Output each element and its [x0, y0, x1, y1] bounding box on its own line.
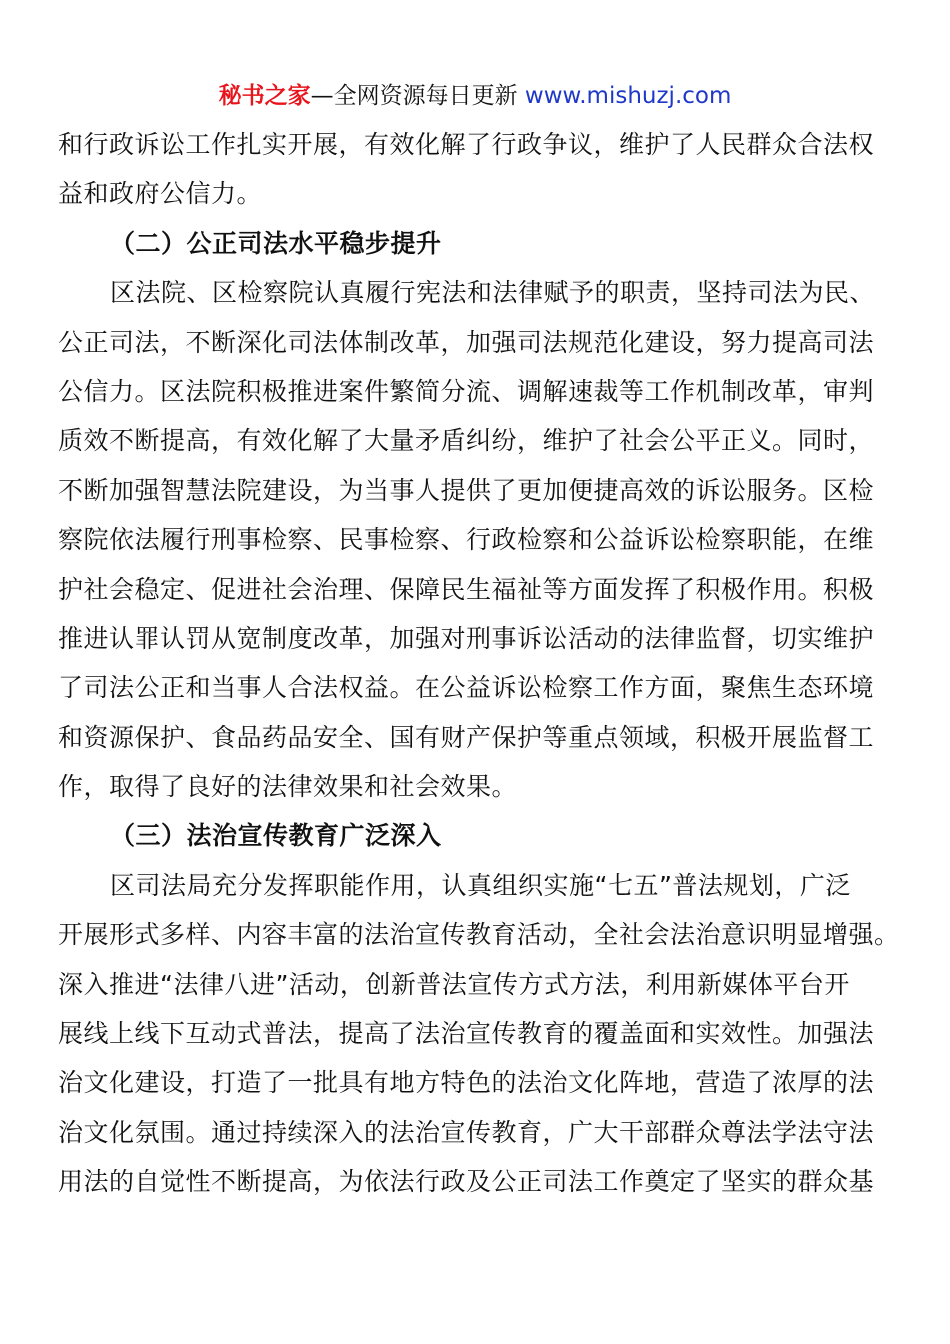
paragraph-line: 公正司法，不断深化司法体制改革，加强司法规范化建设，努力提高司法 — [58, 327, 875, 357]
site-tagline: —全网资源每日更新 — [310, 83, 525, 109]
section-heading: （三）法治宣传教育广泛深入 — [110, 821, 442, 851]
paragraph-line: 公信力。区法院积极推进案件繁简分流、调解速裁等工作机制改革，审判 — [58, 376, 875, 406]
document-body — [58, 120, 900, 1207]
section-heading: （二）公正司法水平稳步提升 — [110, 228, 442, 258]
site-url-link[interactable]: www.mishuzj.com — [524, 83, 732, 109]
paragraph-line: 护社会稳定、促进社会治理、保障民生福祉等方面发挥了积极作用。积极 — [58, 574, 875, 604]
paragraph-line: 区司法局充分发挥职能作用，认真组织实施“七五”普法规划，广泛 — [110, 870, 851, 900]
paragraph-line: 用法的自觉性不断提高，为依法行政及公正司法工作奠定了坚实的群众基 — [58, 1167, 875, 1197]
paragraph-line: 了司法公正和当事人合法权益。在公益诉讼检察工作方面，聚焦生态环境 — [58, 673, 875, 703]
paragraph-line: 质效不断提高，有效化解了大量矛盾纠纷，维护了社会公平正义。同时， — [58, 426, 875, 456]
paragraph-line: 推进认罪认罚从宽制度改革，加强对刑事诉讼活动的法律监督，切实维护 — [58, 623, 875, 653]
paragraph-line: 不断加强智慧法院建设，为当事人提供了更加便捷高效的诉讼服务。区检 — [58, 475, 875, 505]
paragraph-line: 区法院、区检察院认真履行宪法和法律赋予的职责，坚持司法为民、 — [110, 278, 876, 308]
site-header — [0, 80, 950, 112]
paragraph-line: 和资源保护、食品药品安全、国有财产保护等重点领域，积极开展监督工 — [58, 722, 875, 752]
paragraph-line: 益和政府公信力。 — [58, 179, 263, 209]
paragraph-line: 开展形式多样、内容丰富的法治宣传教育活动，全社会法治意识明显增强。 — [58, 920, 900, 950]
paragraph-line: 察院依法履行刑事检察、民事检察、行政检察和公益诉讼检察职能，在维 — [58, 525, 875, 555]
paragraph-line: 作，取得了良好的法律效果和社会效果。 — [58, 772, 518, 802]
paragraph-line: 治文化建设，打造了一批具有地方特色的法治文化阵地，营造了浓厚的法 — [58, 1068, 875, 1098]
paragraph-line: 治文化氛围。通过持续深入的法治宣传教育，广大干部群众尊法学法守法 — [58, 1117, 875, 1147]
paragraph-line: 和行政诉讼工作扎实开展，有效化解了行政争议，维护了人民群众合法权 — [58, 130, 875, 159]
paragraph-line: 深入推进“法律八进”活动，创新普法宣传方式方法，利用新媒体平台开 — [58, 969, 850, 999]
paragraph-line: 展线上线下互动式普法，提高了法治宣传教育的覆盖面和实效性。加强法 — [58, 1019, 875, 1049]
site-brand: 秘书之家 — [218, 83, 311, 109]
